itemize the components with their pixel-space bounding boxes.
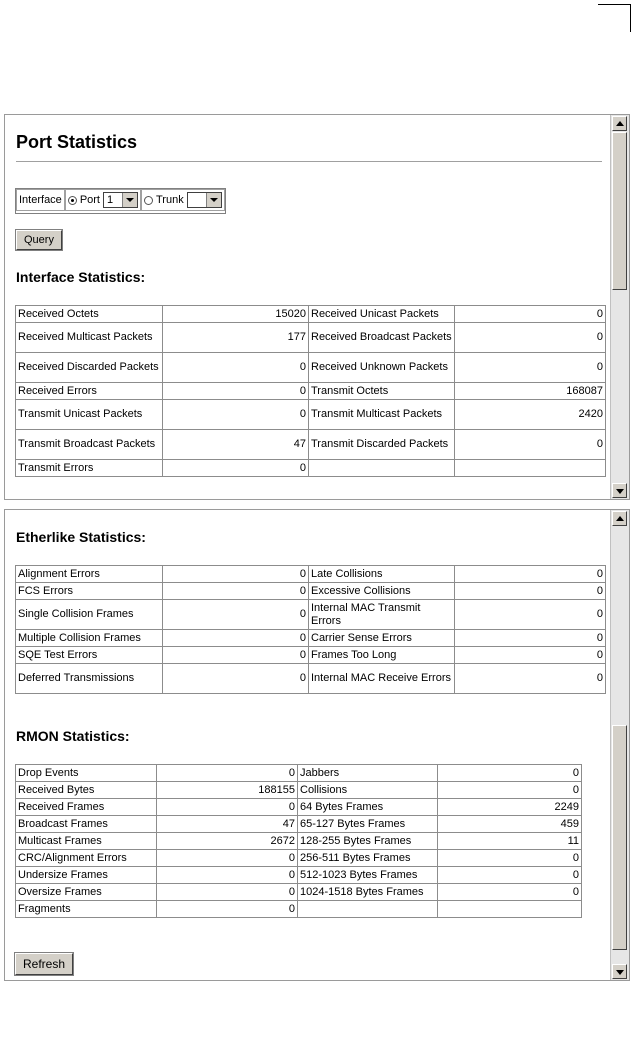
stat-label: Late Collisions: [309, 566, 455, 583]
scroll-down-button[interactable]: [612, 483, 627, 498]
stat-value: 0: [157, 799, 298, 816]
table-row: [16, 566, 606, 583]
stat-value: 0: [455, 630, 606, 647]
stat-label: [298, 901, 438, 918]
table-row: [16, 647, 606, 664]
etherlike-statistics-title: Etherlike Statistics:: [16, 529, 146, 545]
stat-label: 512-1023 Bytes Frames: [298, 867, 438, 884]
refresh-button[interactable]: Refresh: [15, 953, 73, 975]
port-statistics-window-top: [4, 114, 630, 500]
trunk-radio[interactable]: [144, 196, 153, 205]
stat-label: Received Unicast Packets: [309, 306, 455, 323]
stat-label: Drop Events: [16, 765, 157, 782]
stat-label: Received Unknown Packets: [309, 353, 455, 383]
port-radio[interactable]: [68, 196, 77, 205]
stat-label: 1024-1518 Bytes Frames: [298, 884, 438, 901]
scroll-down-button[interactable]: [612, 964, 627, 979]
stat-value: 0: [163, 583, 309, 600]
stat-value: 188155: [157, 782, 298, 799]
stat-label: Received Octets: [16, 306, 163, 323]
stat-value: 0: [455, 583, 606, 600]
stat-value: 0: [163, 630, 309, 647]
stat-value: 0: [157, 850, 298, 867]
stat-label: Received Multicast Packets: [16, 323, 163, 353]
stat-label: FCS Errors: [16, 583, 163, 600]
stat-label: Fragments: [16, 901, 157, 918]
stat-label: Received Errors: [16, 383, 163, 400]
stat-value: 0: [157, 884, 298, 901]
stat-value: 0: [438, 765, 582, 782]
stat-label: Multiple Collision Frames: [16, 630, 163, 647]
stat-label: Transmit Unicast Packets: [16, 400, 163, 430]
table-row: [16, 460, 606, 477]
stat-label: SQE Test Errors: [16, 647, 163, 664]
stat-value: 0: [455, 353, 606, 383]
stat-label: Transmit Errors: [16, 460, 163, 477]
title-divider: [16, 161, 602, 162]
table-row: [16, 816, 582, 833]
stat-value: 0: [163, 383, 309, 400]
stat-label: Collisions: [298, 782, 438, 799]
stat-label: Transmit Octets: [309, 383, 455, 400]
etherlike-statistics-table: [15, 565, 606, 694]
arrow-down-icon: [616, 489, 624, 494]
query-button[interactable]: Query: [16, 230, 62, 250]
stat-value: 0: [157, 867, 298, 884]
stat-label: Jabbers: [298, 765, 438, 782]
stat-label: Internal MAC Transmit Errors: [309, 600, 455, 630]
stat-value: 0: [157, 901, 298, 918]
table-row: [16, 664, 606, 694]
stat-value: 0: [455, 306, 606, 323]
chevron-down-icon[interactable]: [206, 193, 221, 207]
stat-label: Deferred Transmissions: [16, 664, 163, 694]
trunk-select[interactable]: [187, 192, 222, 208]
stat-label: 65-127 Bytes Frames: [298, 816, 438, 833]
scroll-up-button[interactable]: [612, 116, 627, 131]
stat-label: 256-511 Bytes Frames: [298, 850, 438, 867]
table-row: [16, 799, 582, 816]
port-option: [65, 189, 141, 211]
page-title: Port Statistics: [16, 132, 138, 152]
stat-label: Single Collision Frames: [16, 600, 163, 630]
chevron-down-icon[interactable]: [122, 193, 137, 207]
scroll-thumb[interactable]: [612, 725, 627, 950]
interface-statistics-table: [15, 305, 606, 477]
table-row: [16, 867, 582, 884]
stat-label: 64 Bytes Frames: [298, 799, 438, 816]
table-row: [16, 383, 606, 400]
stat-value: 177: [163, 323, 309, 353]
table-row: [16, 583, 606, 600]
stat-value: 15020: [163, 306, 309, 323]
stat-value: 0: [438, 884, 582, 901]
stat-value: 168087: [455, 383, 606, 400]
interface-statistics-title: Interface Statistics:: [16, 269, 146, 285]
port-select[interactable]: [103, 192, 138, 208]
stat-value: 2672: [157, 833, 298, 850]
stat-value: 2249: [438, 799, 582, 816]
stat-value: 459: [438, 816, 582, 833]
arrow-up-icon: [616, 121, 624, 126]
table-row: [16, 630, 606, 647]
table-row: [16, 400, 606, 430]
stat-value: 0: [438, 782, 582, 799]
table-row: [16, 765, 582, 782]
scroll-thumb[interactable]: [612, 132, 627, 290]
stat-label: Received Bytes: [16, 782, 157, 799]
stat-value: 0: [455, 600, 606, 630]
stat-value: [438, 901, 582, 918]
table-row: [16, 833, 582, 850]
stat-label: Frames Too Long: [309, 647, 455, 664]
stat-value: 0: [455, 664, 606, 694]
stat-value: 47: [163, 430, 309, 460]
panel-content: [5, 115, 609, 499]
vertical-scrollbar[interactable]: [610, 510, 629, 980]
port-select-value: 1: [107, 194, 114, 206]
stat-label: Transmit Broadcast Packets: [16, 430, 163, 460]
table-row: [16, 353, 606, 383]
stat-label: [309, 460, 455, 477]
stat-label: Undersize Frames: [16, 867, 157, 884]
stat-label: Received Frames: [16, 799, 157, 816]
stat-label: Broadcast Frames: [16, 816, 157, 833]
scroll-up-button[interactable]: [612, 511, 627, 526]
table-row: [16, 600, 606, 630]
stat-value: 0: [455, 566, 606, 583]
stat-label: Multicast Frames: [16, 833, 157, 850]
stat-value: [455, 460, 606, 477]
stat-value: 0: [438, 850, 582, 867]
table-row: [16, 306, 606, 323]
stat-label: 128-255 Bytes Frames: [298, 833, 438, 850]
panel-content: [5, 510, 609, 980]
table-row: [16, 323, 606, 353]
stat-value: 0: [163, 460, 309, 477]
port-radio-label: Port: [79, 194, 100, 206]
stat-label: CRC/Alignment Errors: [16, 850, 157, 867]
stat-value: 0: [157, 765, 298, 782]
stat-value: 0: [438, 867, 582, 884]
stat-value: 0: [163, 566, 309, 583]
trunk-option: [141, 189, 225, 211]
stat-value: 0: [455, 647, 606, 664]
table-row: [16, 850, 582, 867]
stat-value: 0: [163, 353, 309, 383]
stat-label: Transmit Multicast Packets: [309, 400, 455, 430]
stat-value: 0: [163, 600, 309, 630]
stat-label: Transmit Discarded Packets: [309, 430, 455, 460]
corner-mark-horizontal: [598, 4, 630, 5]
table-row: [16, 901, 582, 918]
stat-value: 2420: [455, 400, 606, 430]
rmon-statistics-table: [15, 764, 582, 918]
stat-label: Oversize Frames: [16, 884, 157, 901]
interface-label: Interface: [16, 189, 65, 211]
rmon-statistics-title: RMON Statistics:: [16, 728, 130, 744]
stat-label: Carrier Sense Errors: [309, 630, 455, 647]
port-statistics-window-bottom: [4, 509, 630, 981]
stat-value: 0: [163, 400, 309, 430]
stat-value: 0: [163, 647, 309, 664]
table-row: [16, 430, 606, 460]
stat-label: Alignment Errors: [16, 566, 163, 583]
stat-value: 0: [455, 430, 606, 460]
vertical-scrollbar[interactable]: [610, 115, 629, 499]
table-row: [16, 782, 582, 799]
stat-label: Received Discarded Packets: [16, 353, 163, 383]
arrow-down-icon: [616, 970, 624, 975]
stat-value: 0: [455, 323, 606, 353]
trunk-radio-label: Trunk: [156, 194, 184, 206]
table-row: [16, 884, 582, 901]
arrow-up-icon: [616, 516, 624, 521]
stat-label: Excessive Collisions: [309, 583, 455, 600]
stat-value: 11: [438, 833, 582, 850]
stat-value: 0: [163, 664, 309, 694]
stat-label: Internal MAC Receive Errors: [309, 664, 455, 694]
stat-value: 47: [157, 816, 298, 833]
stat-label: Received Broadcast Packets: [309, 323, 455, 353]
interface-selector: [15, 188, 226, 214]
